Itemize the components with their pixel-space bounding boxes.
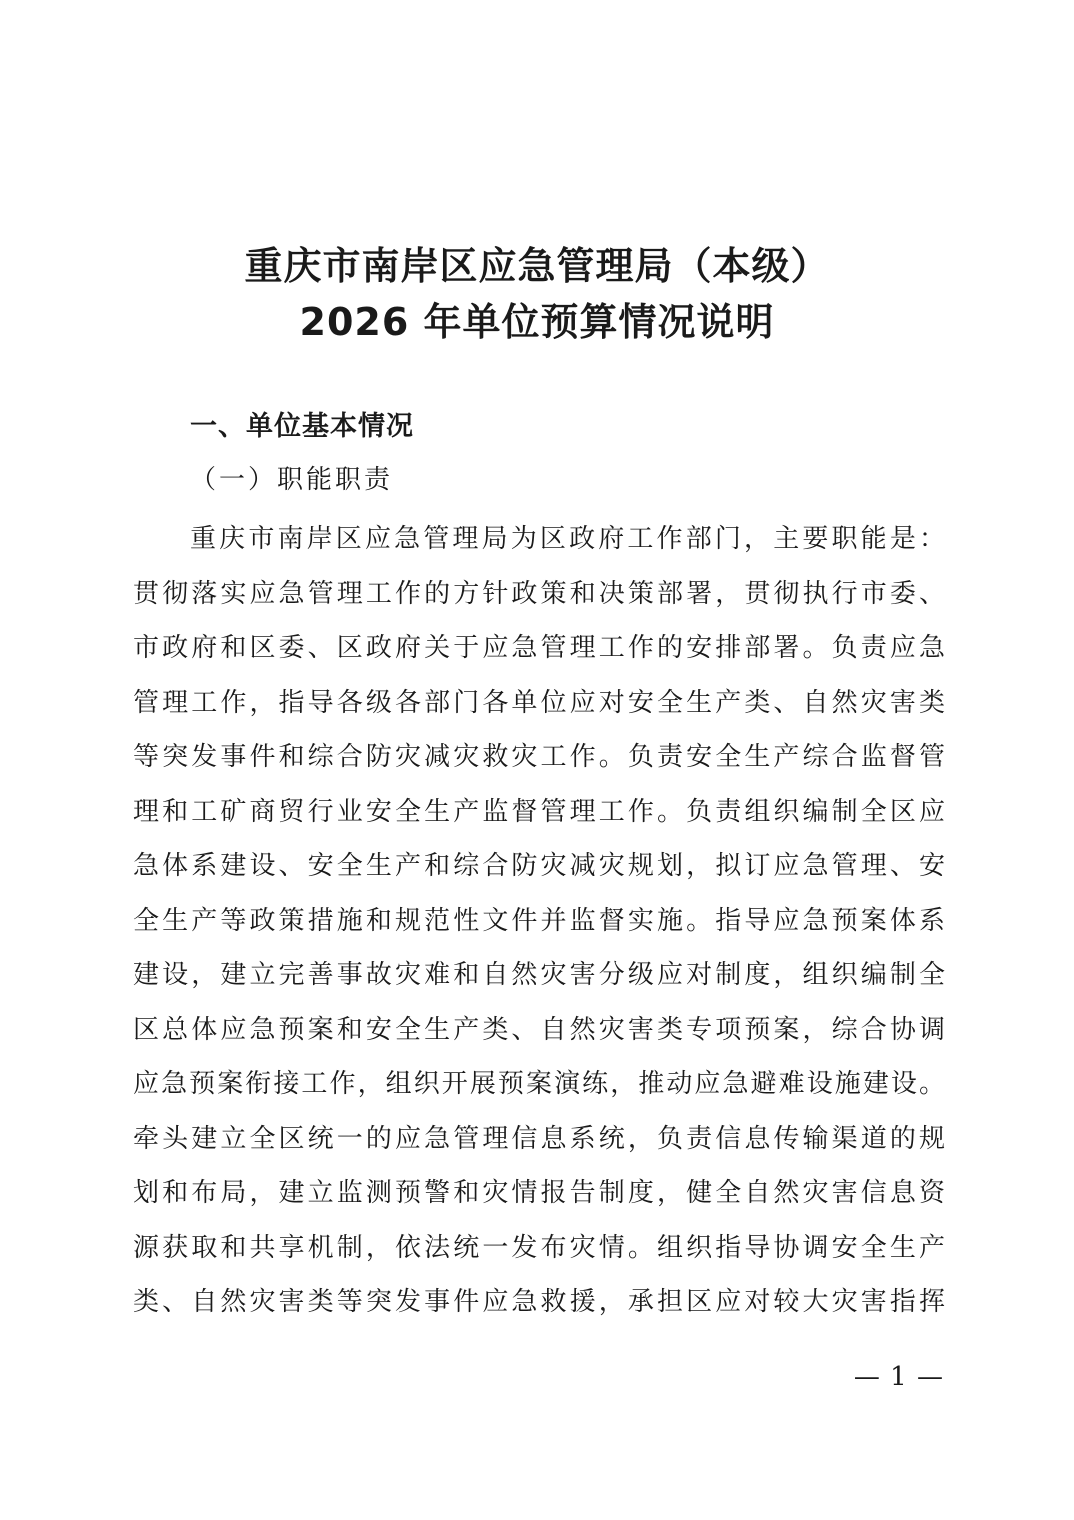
body-line: 理和工矿商贸行业安全生产监督管理工作。负责组织编制全区应 — [133, 796, 945, 827]
body-paragraph — [133, 512, 945, 1330]
section-heading: 一、单位基本情况 — [190, 411, 414, 442]
page-number: — 1 — — [853, 1362, 944, 1392]
subsection-heading: （一）职能职责 — [190, 465, 394, 495]
title-line-2: 2026 年单位预算情况说明 — [299, 300, 775, 344]
body-line: 源获取和共享机制，依法统一发布灾情。组织指导协调安全生产 — [133, 1232, 945, 1263]
body-line: 等突发事件和综合防灾减灾救灾工作。负责安全生产综合监督管 — [133, 742, 945, 772]
body-line: 市政府和区委、区政府关于应急管理工作的安排部署。负责应急 — [133, 633, 945, 663]
body-line: 应急预案衔接工作，组织开展预案演练，推动应急避难设施建设。 — [133, 1069, 945, 1099]
body-line: 贯彻落实应急管理工作的方针政策和决策部署，贯彻执行市委、 — [133, 578, 945, 609]
body-line: 急体系建设、安全生产和综合防灾减灾规划，拟订应急管理、安 — [133, 851, 945, 881]
body-line: 全生产等政策措施和规范性文件并监督实施。指导应急预案体系 — [133, 905, 945, 936]
body-line: 区总体应急预案和安全生产类、自然灾害类专项预案，综合协调 — [133, 1014, 945, 1045]
body-line: 重庆市南岸区应急管理局为区政府工作部门，主要职能是： — [190, 524, 945, 554]
title-line-1: 重庆市南岸区应急管理局（本级） — [244, 244, 830, 288]
body-line: 类、自然灾害类等突发事件应急救援，承担区应对较大灾害指挥 — [133, 1287, 945, 1317]
body-line: 建设，建立完善事故灾难和自然灾害分级应对制度，组织编制全 — [133, 960, 945, 990]
body-line: 划和布局，建立监测预警和灾情报告制度，健全自然灾害信息资 — [133, 1178, 945, 1208]
body-line: 管理工作，指导各级各部门各单位应对安全生产类、自然灾害类 — [133, 687, 945, 718]
document-title — [0, 238, 1074, 350]
body-line: 牵头建立全区统一的应急管理信息系统，负责信息传输渠道的规 — [133, 1123, 945, 1154]
